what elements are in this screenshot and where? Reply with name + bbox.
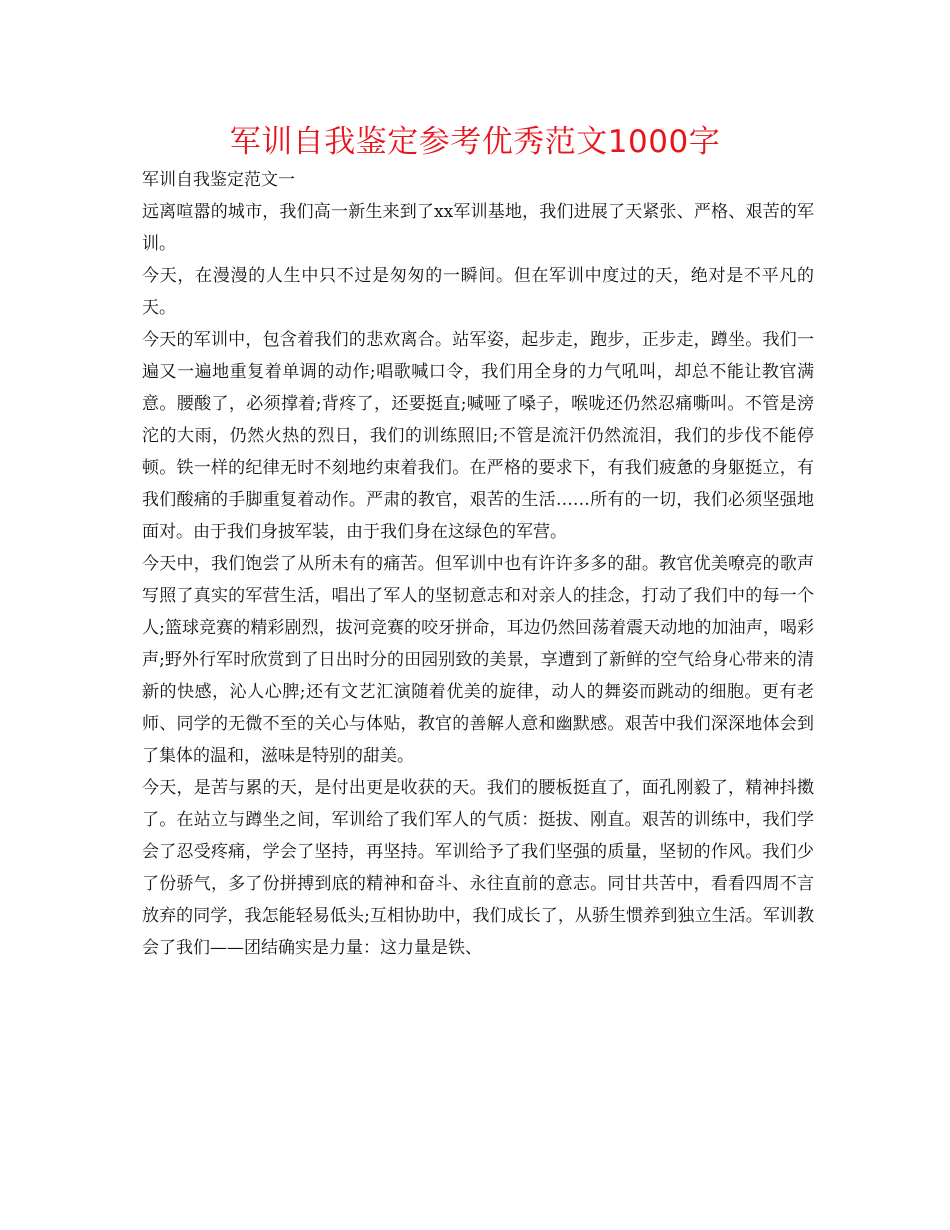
section-heading: 军训自我鉴定范文一 — [142, 170, 295, 190]
paragraph: 远离喧嚣的城市，我们高一新生来到了xx军训基地，我们进展了天紧张、严格、艰苦的军训。 — [142, 202, 814, 254]
document-body — [142, 164, 814, 964]
document-title: 军训自我鉴定参考优秀范文1000字 — [229, 124, 721, 160]
paragraph: 今天，是苦与累的天，是付出更是收获的天。我们的腰板挺直了，面孔刚毅了，精神抖擞了。在站立与蹲坐之间，军训给了我们军人的气质：挺拔、刚直。艰苦的训练中，我们学会了忍受疼痛，学会了坚持，再坚持。军训给予了我们坚强的质量，坚韧的作风。我们少了份骄气，多了份拼搏到底的精神和奋斗、永往直前的意志。同甘共苦中，看看四周不言放弃的同学，我怎能轻易低头;互相协助中，我们成长了，从骄生惯养到独立生活。军训教会了我们——团结确实是力量：这力量是铁、 — [142, 778, 814, 958]
paragraph: 今天中，我们饱尝了从所未有的痛苦。但军训中也有许许多多的甜。教官优美嘹亮的歌声写照了真实的军营生活，唱出了军人的坚韧意志和对亲人的挂念，打动了我们中的每一个人;篮球竞赛的精彩剧烈，拔河竞赛的咬牙拼命，耳边仍然回荡着震天动地的加油声，喝彩声;野外行军时欣赏到了日出时分的田园别致的美景，享遭到了新鲜的空气给身心带来的清新的快感，沁人心脾;还有文艺汇演随着优美的旋律，动人的舞姿而跳动的细胞。更有老师、同学的无微不至的关心与体贴，教官的善解人意和幽默感。艰苦中我们深深地体会到了集体的温和，滋味是特别的甜美。 — [142, 554, 814, 766]
paragraph: 今天的军训中，包含着我们的悲欢离合。站军姿，起步走，跑步，正步走，蹲坐。我们一遍又一遍地重复着单调的动作;唱歌喊口令，我们用全身的力气吼叫，却总不能让教官满意。腰酸了，必须撑着;背疼了，还要挺直;喊哑了嗓子，喉咙还仍然忍痛嘶叫。不管是滂沱的大雨，仍然火热的烈日，我们的训练照旧;不管是流汗仍然流泪，我们的步伐不能停顿。铁一样的纪律无时不刻地约束着我们。在严格的要求下，有我们疲惫的身躯挺立，有我们酸痛的手脚重复着动作。严肃的教官，艰苦的生活……所有的一切，我们必须坚强地面对。由于我们身披军装，由于我们身在这绿色的军营。 — [142, 330, 814, 542]
paragraph: 今天，在漫漫的人生中只不过是匆匆的一瞬间。但在军训中度过的天，绝对是不平凡的天。 — [142, 266, 814, 318]
